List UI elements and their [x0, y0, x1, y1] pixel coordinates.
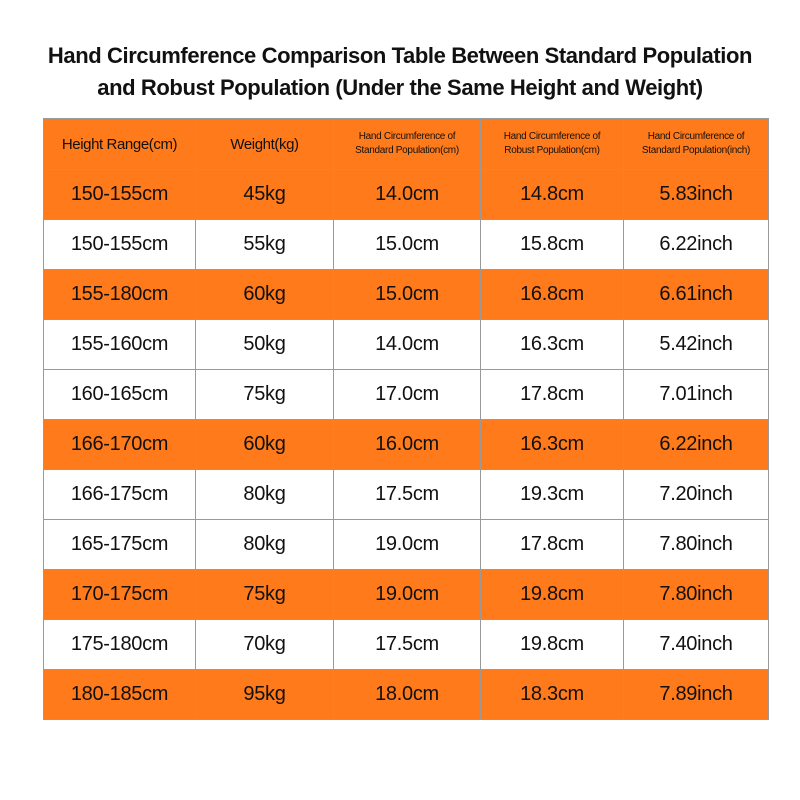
- table-row: [44, 420, 769, 470]
- table-row: [44, 320, 769, 370]
- cell-standard-inch: 7.89inch: [624, 670, 769, 720]
- header-standard-cm-line-2: Standard Population(cm): [355, 145, 459, 156]
- cell-robust-cm: 18.3cm: [481, 670, 624, 720]
- cell-height-range: 160-165cm: [44, 370, 196, 420]
- header-weight: Weight(kg): [196, 119, 334, 170]
- cell-standard-inch: 7.01inch: [624, 370, 769, 420]
- header-standard-inch: [624, 119, 769, 170]
- header-robust-cm-line-2: Robust Population(cm): [504, 145, 600, 156]
- table-row: [44, 220, 769, 270]
- cell-standard-cm: 15.0cm: [334, 270, 481, 320]
- cell-standard-cm: 16.0cm: [334, 420, 481, 470]
- cell-standard-cm: 17.5cm: [334, 620, 481, 670]
- cell-weight: 80kg: [196, 520, 334, 570]
- cell-standard-cm: 18.0cm: [334, 670, 481, 720]
- cell-standard-cm: 14.0cm: [334, 170, 481, 220]
- cell-standard-cm: 15.0cm: [334, 220, 481, 270]
- cell-height-range: 165-175cm: [44, 520, 196, 570]
- cell-robust-cm: 16.3cm: [481, 320, 624, 370]
- cell-standard-inch: 7.80inch: [624, 520, 769, 570]
- cell-standard-inch: 7.80inch: [624, 570, 769, 620]
- cell-robust-cm: 15.8cm: [481, 220, 624, 270]
- cell-standard-cm: 14.0cm: [334, 320, 481, 370]
- table-row: [44, 470, 769, 520]
- table-row: [44, 170, 769, 220]
- table-row: [44, 520, 769, 570]
- header-robust-cm-line-1: Hand Circumference of: [503, 131, 601, 142]
- header-standard-inch-line-2: Standard Population(inch): [641, 145, 751, 156]
- table-row: [44, 270, 769, 320]
- cell-robust-cm: 19.8cm: [481, 620, 624, 670]
- title-line-1: Hand Circumference Comparison Table Between Standard Population: [47, 43, 753, 68]
- cell-robust-cm: 17.8cm: [481, 370, 624, 420]
- header-standard-cm-line-1: Hand Circumference of: [358, 131, 456, 142]
- cell-standard-inch: 6.22inch: [624, 220, 769, 270]
- cell-weight: 60kg: [196, 270, 334, 320]
- cell-weight: 60kg: [196, 420, 334, 470]
- cell-standard-cm: 17.0cm: [334, 370, 481, 420]
- cell-standard-inch: 6.22inch: [624, 420, 769, 470]
- cell-robust-cm: 14.8cm: [481, 170, 624, 220]
- table-header-row: [44, 119, 769, 170]
- cell-robust-cm: 16.3cm: [481, 420, 624, 470]
- table-body: [44, 170, 769, 720]
- comparison-table-container: [43, 118, 768, 720]
- cell-height-range: 150-155cm: [44, 220, 196, 270]
- cell-weight: 45kg: [196, 170, 334, 220]
- cell-standard-inch: 5.83inch: [624, 170, 769, 220]
- cell-standard-inch: 5.42inch: [624, 320, 769, 370]
- cell-height-range: 175-180cm: [44, 620, 196, 670]
- cell-height-range: 166-175cm: [44, 470, 196, 520]
- header-standard-inch-line-1: Hand Circumference of: [647, 131, 745, 142]
- cell-weight: 95kg: [196, 670, 334, 720]
- cell-weight: 70kg: [196, 620, 334, 670]
- title-line-2: and Robust Population (Under the Same Height and Weight): [97, 75, 703, 100]
- cell-weight: 55kg: [196, 220, 334, 270]
- cell-standard-inch: 7.20inch: [624, 470, 769, 520]
- comparison-table: [43, 118, 769, 720]
- header-standard-cm: [334, 119, 481, 170]
- cell-standard-cm: 17.5cm: [334, 470, 481, 520]
- cell-weight: 80kg: [196, 470, 334, 520]
- cell-weight: 75kg: [196, 370, 334, 420]
- header-robust-cm: [481, 119, 624, 170]
- cell-height-range: 166-170cm: [44, 420, 196, 470]
- cell-robust-cm: 19.3cm: [481, 470, 624, 520]
- cell-robust-cm: 17.8cm: [481, 520, 624, 570]
- cell-weight: 50kg: [196, 320, 334, 370]
- cell-standard-inch: 7.40inch: [624, 620, 769, 670]
- cell-robust-cm: 16.8cm: [481, 270, 624, 320]
- table-row: [44, 620, 769, 670]
- cell-standard-inch: 6.61inch: [624, 270, 769, 320]
- cell-height-range: 180-185cm: [44, 670, 196, 720]
- header-height-range: Height Range(cm): [44, 119, 196, 170]
- cell-height-range: 155-180cm: [44, 270, 196, 320]
- cell-standard-cm: 19.0cm: [334, 520, 481, 570]
- cell-height-range: 150-155cm: [44, 170, 196, 220]
- table-row: [44, 370, 769, 420]
- table-row: [44, 670, 769, 720]
- cell-standard-cm: 19.0cm: [334, 570, 481, 620]
- cell-height-range: 170-175cm: [44, 570, 196, 620]
- cell-weight: 75kg: [196, 570, 334, 620]
- cell-height-range: 155-160cm: [44, 320, 196, 370]
- page-title: [0, 40, 800, 104]
- cell-robust-cm: 19.8cm: [481, 570, 624, 620]
- table-row: [44, 570, 769, 620]
